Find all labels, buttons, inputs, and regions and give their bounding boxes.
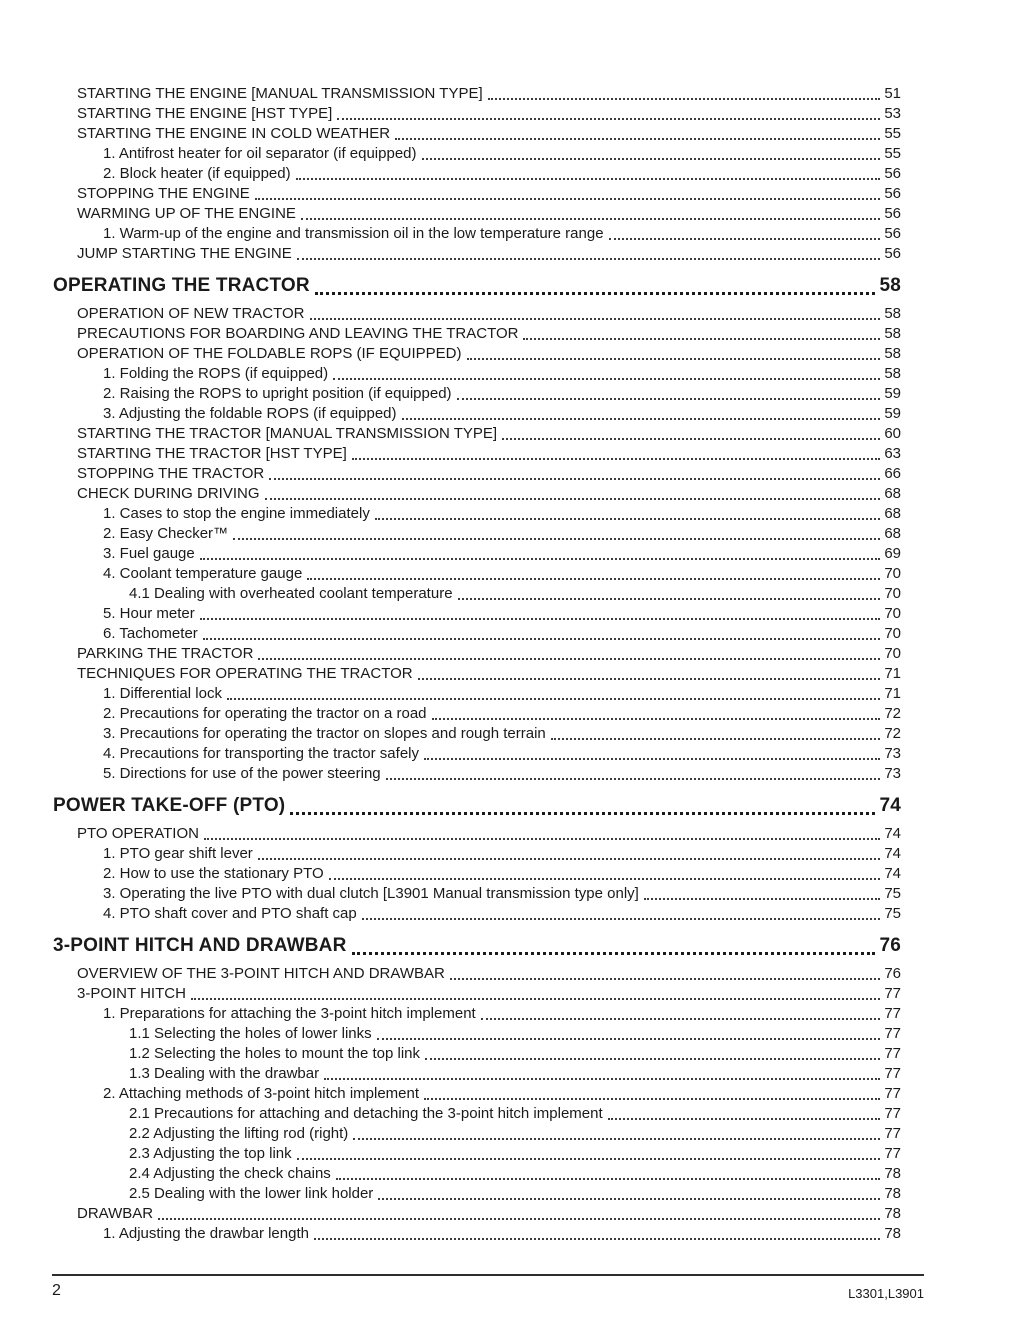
- toc-entry-row: [53, 684, 901, 704]
- dot-leader: [422, 158, 881, 160]
- toc-entry-title: 3. Operating the live PTO with dual clutch [L3901 Manual transmission type only]: [103, 885, 639, 902]
- toc-entry-title: JUMP STARTING THE ENGINE: [77, 245, 292, 262]
- toc-page-number: 77: [884, 985, 901, 1002]
- toc-page-number: 74: [884, 845, 901, 862]
- toc-page-number: 70: [884, 605, 901, 622]
- toc-entry-title: CHECK DURING DRIVING: [77, 485, 260, 502]
- toc-entry-row: [53, 384, 901, 404]
- toc-entry-row: [53, 344, 901, 364]
- toc-entry-title: STARTING THE ENGINE [MANUAL TRANSMISSION TYPE]: [77, 85, 483, 102]
- dot-leader: [200, 618, 881, 620]
- toc-entry-row: [53, 124, 901, 144]
- toc-page-number: 77: [884, 1105, 901, 1122]
- toc-entry-title: TECHNIQUES FOR OPERATING THE TRACTOR: [77, 665, 413, 682]
- toc-entry-row: [53, 544, 901, 564]
- toc-entry-title: PTO OPERATION: [77, 825, 199, 842]
- dot-leader: [467, 358, 881, 360]
- toc-page-number: 68: [884, 525, 901, 542]
- toc-entry-title: 4.1 Dealing with overheated coolant temperature: [129, 585, 453, 602]
- dot-leader: [481, 1018, 881, 1020]
- dot-leader: [290, 812, 875, 815]
- toc-page-number: 51: [884, 85, 901, 102]
- toc-entry-title: PRECAUTIONS FOR BOARDING AND LEAVING THE TRACTOR: [77, 325, 519, 342]
- toc-entry-title: 2. Block heater (if equipped): [103, 165, 291, 182]
- toc-entry-title: 2. Attaching methods of 3-point hitch implement: [103, 1085, 420, 1102]
- dot-leader: [258, 858, 881, 860]
- toc-entry-title: 5. Hour meter: [103, 605, 195, 622]
- toc-entry-row: [53, 864, 901, 884]
- dot-leader: [269, 478, 880, 480]
- toc-entry-row: [53, 964, 901, 984]
- dot-leader: [204, 838, 880, 840]
- toc-entry-title: OPERATING THE TRACTOR: [53, 275, 310, 296]
- dot-leader: [608, 1118, 881, 1120]
- toc-entry-title: 4. PTO shaft cover and PTO shaft cap: [103, 905, 357, 922]
- dot-leader: [158, 1218, 880, 1220]
- toc-page-number: 56: [884, 185, 901, 202]
- toc-page-number: 58: [879, 275, 901, 296]
- toc-entry-row: [53, 304, 901, 324]
- toc-page-number: 78: [884, 1225, 901, 1242]
- dot-leader: [551, 738, 881, 740]
- toc-entry-title: 1.2 Selecting the holes to mount the top link: [129, 1045, 421, 1062]
- toc-entry-title: 1.1 Selecting the holes of lower links: [129, 1025, 372, 1042]
- toc-entry-row: [53, 484, 901, 504]
- toc-entry-title: 1. Antifrost heater for oil separator (if equipped): [103, 145, 417, 162]
- dot-leader: [258, 658, 880, 660]
- toc-entry-title: 1. Adjusting the drawbar length: [103, 1225, 309, 1242]
- dot-leader: [297, 258, 881, 260]
- toc-entry-title: 1. Differential lock: [103, 685, 222, 702]
- dot-leader: [310, 318, 881, 320]
- toc-entry-row: [53, 584, 901, 604]
- toc-page-number: 77: [884, 1145, 901, 1162]
- toc-entry-title: 1. Cases to stop the engine immediately: [103, 505, 370, 522]
- dot-leader: [432, 718, 881, 720]
- dot-leader: [386, 778, 881, 780]
- toc-page-number: 53: [884, 105, 901, 122]
- toc-entry-row: [53, 324, 901, 344]
- dot-leader: [609, 238, 881, 240]
- dot-leader: [255, 198, 880, 200]
- dot-leader: [424, 1098, 880, 1100]
- toc-page-number: 77: [884, 1005, 901, 1022]
- toc-page-number: 72: [884, 705, 901, 722]
- toc-entry-row: [53, 144, 901, 164]
- dot-leader: [424, 758, 880, 760]
- toc-entry-row: [53, 904, 901, 924]
- toc-entry-title: DRAWBAR: [77, 1205, 154, 1222]
- dot-leader: [457, 398, 881, 400]
- toc-entry-title: STARTING THE ENGINE [HST TYPE]: [77, 105, 333, 122]
- toc-page-number: 58: [884, 305, 901, 322]
- dot-leader: [644, 898, 880, 900]
- dot-leader: [314, 1238, 880, 1240]
- toc-page-number: 70: [884, 585, 901, 602]
- toc-entry-title: 2.2 Adjusting the lifting rod (right): [129, 1125, 349, 1142]
- toc-page-number: 58: [884, 365, 901, 382]
- dot-leader: [488, 98, 881, 100]
- dot-leader: [458, 598, 881, 600]
- toc-page-number: 58: [884, 325, 901, 342]
- toc-chapter-row: [53, 273, 901, 299]
- dot-leader: [307, 578, 880, 580]
- toc-entry-row: [53, 504, 901, 524]
- toc-entry-row: [53, 1164, 901, 1184]
- toc-entry-title: 3. Precautions for operating the tractor on slopes and rough terrain: [103, 725, 546, 742]
- toc-entry-title: 2. How to use the stationary PTO: [103, 865, 324, 882]
- toc-entry-title: OPERATION OF THE FOLDABLE ROPS (IF EQUIPPED): [77, 345, 462, 362]
- toc-entry-row: [53, 84, 901, 104]
- toc-entry-row: [53, 1184, 901, 1204]
- toc-entry-title: STOPPING THE TRACTOR: [77, 465, 265, 482]
- toc-page-number: 71: [884, 665, 901, 682]
- toc-entry-row: [53, 1064, 901, 1084]
- toc-entry-title: STARTING THE TRACTOR [HST TYPE]: [77, 445, 347, 462]
- toc-entry-title: STARTING THE TRACTOR [MANUAL TRANSMISSION TYPE]: [77, 425, 498, 442]
- dot-leader: [402, 418, 881, 420]
- toc-entry-row: [53, 884, 901, 904]
- toc-entry-row: [53, 184, 901, 204]
- dot-leader: [353, 1138, 880, 1140]
- dot-leader: [337, 118, 880, 120]
- toc-entry-title: OPERATION OF NEW TRACTOR: [77, 305, 305, 322]
- toc-entry-title: 3-POINT HITCH AND DRAWBAR: [53, 935, 347, 956]
- dot-leader: [324, 1078, 880, 1080]
- dot-leader: [450, 978, 880, 980]
- toc-page-number: 55: [884, 125, 901, 142]
- toc-entry-title: STARTING THE ENGINE IN COLD WEATHER: [77, 125, 391, 142]
- toc-page-number: 76: [879, 935, 901, 956]
- toc-entry-title: 1. Preparations for attaching the 3-point hitch implement: [103, 1005, 476, 1022]
- toc-entry-row: [53, 744, 901, 764]
- toc-entry-title: STOPPING THE ENGINE: [77, 185, 250, 202]
- dot-leader: [395, 138, 880, 140]
- toc-entry-row: [53, 524, 901, 544]
- toc-page-number: 77: [884, 1065, 901, 1082]
- toc-entry-row: [53, 1044, 901, 1064]
- dot-leader: [333, 378, 880, 380]
- toc-entry-row: [53, 1004, 901, 1024]
- toc-page-number: 74: [884, 865, 901, 882]
- toc-entry-row: [53, 564, 901, 584]
- toc-page-number: 70: [884, 625, 901, 642]
- toc-entry-title: 3. Fuel gauge: [103, 545, 195, 562]
- toc-entry-title: OVERVIEW OF THE 3-POINT HITCH AND DRAWBAR: [77, 965, 445, 982]
- toc-page-number: 75: [884, 885, 901, 902]
- toc-entry-row: [53, 984, 901, 1004]
- dot-leader: [502, 438, 880, 440]
- dot-leader: [233, 538, 880, 540]
- footer-divider: [52, 1274, 924, 1276]
- toc-entry-row: [53, 204, 901, 224]
- toc-page-number: 74: [879, 795, 901, 816]
- toc-entry-title: 1. Folding the ROPS (if equipped): [103, 365, 329, 382]
- toc-entry-row: [53, 1104, 901, 1124]
- dot-leader: [296, 178, 881, 180]
- dot-leader: [329, 878, 881, 880]
- dot-leader: [265, 498, 881, 500]
- toc-entry-row: [53, 824, 901, 844]
- toc-page-number: 70: [884, 565, 901, 582]
- toc-entry-title: PARKING THE TRACTOR: [77, 645, 254, 662]
- toc-page-number: 78: [884, 1165, 901, 1182]
- toc-page-number: 58: [884, 345, 901, 362]
- footer-model-label: L3301,L3901: [848, 1286, 924, 1301]
- toc-page-number: 56: [884, 245, 901, 262]
- toc-page-number: 73: [884, 745, 901, 762]
- toc-chapter-row: [53, 793, 901, 819]
- toc-page-number: 70: [884, 645, 901, 662]
- toc-entry-row: [53, 1124, 901, 1144]
- dot-leader: [352, 458, 881, 460]
- toc-entry-row: [53, 844, 901, 864]
- dot-leader: [523, 338, 880, 340]
- toc-entry-title: 1. Warm-up of the engine and transmission oil in the low temperature range: [103, 225, 604, 242]
- toc-entry-row: [53, 464, 901, 484]
- toc-entry-row: [53, 704, 901, 724]
- toc-entry-row: [53, 1024, 901, 1044]
- toc-entry-title: 6. Tachometer: [103, 625, 198, 642]
- toc-entry-title: WARMING UP OF THE ENGINE: [77, 205, 296, 222]
- toc-entry-row: [53, 664, 901, 684]
- dot-leader: [378, 1198, 880, 1200]
- toc-page-number: 59: [884, 385, 901, 402]
- toc-page-number: 77: [884, 1025, 901, 1042]
- toc-entry-title: POWER TAKE-OFF (PTO): [53, 795, 286, 816]
- dot-leader: [418, 678, 881, 680]
- toc-page-number: 56: [884, 225, 901, 242]
- toc-entry-row: [53, 224, 901, 244]
- toc-page-number: 60: [884, 425, 901, 442]
- footer-page-number: 2: [52, 1282, 61, 1299]
- toc-entry-row: [53, 1084, 901, 1104]
- dot-leader: [301, 218, 880, 220]
- toc-page-number: 63: [884, 445, 901, 462]
- toc-entry-row: [53, 424, 901, 444]
- toc-entry-row: [53, 1224, 901, 1244]
- dot-leader: [352, 952, 876, 955]
- toc-page-number: 77: [884, 1125, 901, 1142]
- toc-entry-row: [53, 1144, 901, 1164]
- toc-entry-row: [53, 404, 901, 424]
- toc-entry-title: 5. Directions for use of the power steering: [103, 765, 381, 782]
- toc-entry-row: [53, 364, 901, 384]
- toc-page-number: 76: [884, 965, 901, 982]
- dot-leader: [200, 558, 881, 560]
- toc-entry-row: [53, 724, 901, 744]
- toc-page-number: 75: [884, 905, 901, 922]
- toc-entry-title: 2.5 Dealing with the lower link holder: [129, 1185, 374, 1202]
- toc-entry-title: 2. Raising the ROPS to upright position (if equipped): [103, 385, 452, 402]
- toc-entry-row: [53, 604, 901, 624]
- toc-page-number: 72: [884, 725, 901, 742]
- toc-page-number: 69: [884, 545, 901, 562]
- toc-page-number: 56: [884, 205, 901, 222]
- toc-entry-row: [53, 244, 901, 264]
- toc-page-number: 68: [884, 485, 901, 502]
- dot-leader: [315, 292, 876, 295]
- toc-entry-title: 1. PTO gear shift lever: [103, 845, 253, 862]
- toc-entry-title: 3-POINT HITCH: [77, 985, 186, 1002]
- toc-entry-title: 4. Precautions for transporting the tractor safely: [103, 745, 419, 762]
- toc-page-number: 59: [884, 405, 901, 422]
- toc-page-number: 68: [884, 505, 901, 522]
- toc-entry-title: 2.4 Adjusting the check chains: [129, 1165, 331, 1182]
- toc-page-number: 71: [884, 685, 901, 702]
- dot-leader: [297, 1158, 881, 1160]
- dot-leader: [336, 1178, 881, 1180]
- toc-list: [53, 84, 901, 1244]
- toc-entry-row: [53, 104, 901, 124]
- toc-entry-title: 2.1 Precautions for attaching and detaching the 3-point hitch implement: [129, 1105, 603, 1122]
- toc-entry-title: 1.3 Dealing with the drawbar: [129, 1065, 320, 1082]
- toc-entry-row: [53, 764, 901, 784]
- toc-entry-title: 3. Adjusting the foldable ROPS (if equipped): [103, 405, 397, 422]
- dot-leader: [227, 698, 880, 700]
- dot-leader: [362, 918, 881, 920]
- toc-entry-title: 2.3 Adjusting the top link: [129, 1145, 292, 1162]
- dot-leader: [377, 1038, 881, 1040]
- toc-entry-row: [53, 624, 901, 644]
- toc-entry-row: [53, 444, 901, 464]
- toc-page-number: 77: [884, 1045, 901, 1062]
- toc-entry-row: [53, 1204, 901, 1224]
- toc-page-number: 78: [884, 1185, 901, 1202]
- dot-leader: [425, 1058, 880, 1060]
- dot-leader: [375, 518, 880, 520]
- toc-entry-row: [53, 164, 901, 184]
- toc-entry-title: 4. Coolant temperature gauge: [103, 565, 303, 582]
- toc-page-number: 78: [884, 1205, 901, 1222]
- toc-page-number: 66: [884, 465, 901, 482]
- toc-page-number: 77: [884, 1085, 901, 1102]
- dot-leader: [191, 998, 880, 1000]
- toc-page-number: 56: [884, 165, 901, 182]
- toc-entry-title: 2. Precautions for operating the tractor on a road: [103, 705, 427, 722]
- toc-entry-row: [53, 644, 901, 664]
- toc-page-number: 55: [884, 145, 901, 162]
- toc-chapter-row: [53, 933, 901, 959]
- toc-page-number: 74: [884, 825, 901, 842]
- dot-leader: [203, 638, 881, 640]
- toc-page-number: 73: [884, 765, 901, 782]
- toc-entry-title: 2. Easy Checker™: [103, 525, 229, 542]
